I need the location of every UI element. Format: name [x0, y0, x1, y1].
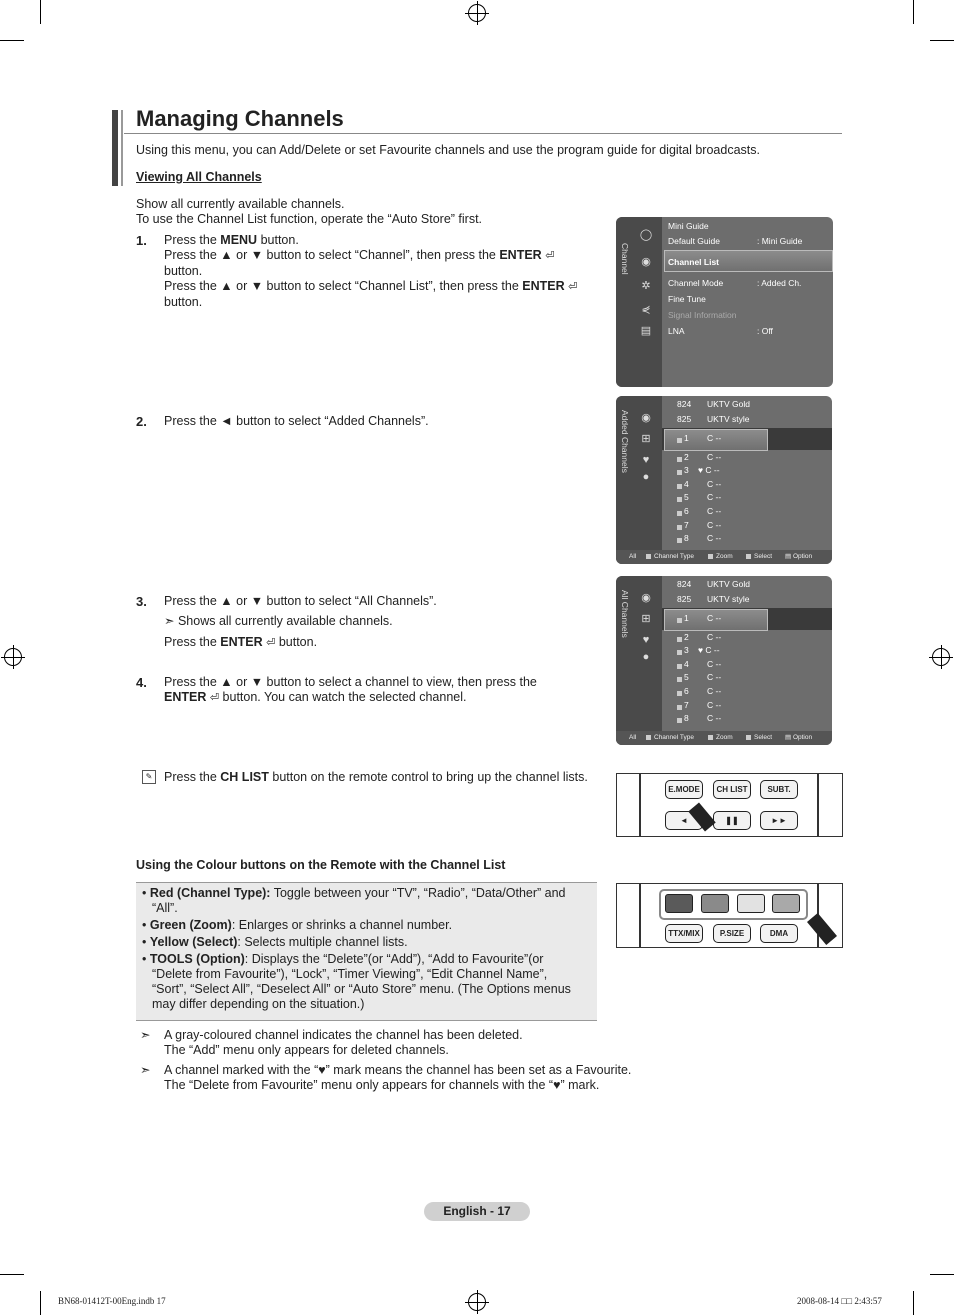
support-icon: ▤ — [640, 325, 652, 337]
checkbox-icon[interactable] — [677, 538, 682, 543]
bullet-list — [142, 886, 592, 1012]
bullet-continuation: “Delete from Favourite”), “Lock”, “Timer Viewing”, “Edit Channel Name”, — [152, 967, 548, 981]
channel-entry[interactable]: C -- — [707, 686, 722, 696]
enter-icon: ⏎ — [266, 637, 276, 649]
osd-menu-value: : Off — [757, 326, 773, 336]
favourite-icon: ♥ — [642, 634, 650, 646]
channel-name[interactable]: UKTV style — [707, 594, 750, 604]
channel-entry[interactable]: C -- — [707, 613, 722, 623]
page-number-label: English - 17 — [424, 1202, 530, 1221]
channel-number: 7 — [684, 700, 689, 710]
channel-entry[interactable]: C -- — [707, 632, 722, 642]
picture-size-button[interactable]: P.SIZE — [713, 924, 751, 943]
checkbox-icon[interactable] — [677, 664, 682, 669]
channel-icon: ◉ — [641, 256, 651, 268]
checkbox-icon[interactable] — [677, 525, 682, 530]
checkbox-icon[interactable] — [677, 438, 682, 443]
e-mode-button[interactable]: E.MODE — [665, 780, 703, 799]
green-square-icon — [708, 554, 713, 559]
crop-mark — [40, 0, 41, 24]
bullet-continuation: “Sort”, “Select All”, “Deselect All” or “Auto Store” menu. (The Options menus — [152, 982, 571, 996]
osd-menu-item-disabled: Signal Information — [668, 310, 737, 320]
channel-number: 824 — [677, 399, 692, 409]
channel-entry[interactable]: ♥ C -- — [698, 465, 720, 475]
ch-list-button[interactable]: CH LIST — [713, 780, 751, 799]
yellow-square-icon — [746, 735, 751, 740]
red-square-icon — [646, 554, 651, 559]
osd-all-channels — [616, 576, 832, 745]
bullet-continuation: “All”. — [152, 901, 178, 915]
yellow-button-hint: Select — [746, 553, 772, 560]
green-button-hint: Zoom — [708, 734, 733, 741]
note-icon: ✎ — [142, 770, 156, 784]
favourite-icon: ♥ — [642, 454, 650, 466]
channel-entry[interactable]: C -- — [707, 713, 722, 723]
checkbox-icon[interactable] — [677, 618, 682, 623]
registration-mark-icon — [932, 648, 950, 666]
remote-edge — [817, 774, 819, 836]
channel-entry[interactable]: C -- — [707, 533, 722, 543]
red-button[interactable] — [665, 894, 693, 913]
checkbox-icon[interactable] — [677, 457, 682, 462]
checkbox-icon[interactable] — [677, 470, 682, 475]
channel-number: 2 — [684, 452, 689, 462]
channel-number: 6 — [684, 686, 689, 696]
bottom-note: A gray-coloured channel indicates the channel has been deleted. The “Add” menu only appears for deleted channels. — [164, 1028, 523, 1057]
channel-entry[interactable]: C -- — [707, 492, 722, 502]
antenna-icon: ⋞ — [641, 304, 651, 316]
channel-number: 3 — [684, 645, 689, 655]
checkbox-icon[interactable] — [677, 705, 682, 710]
input-icon: ◯ — [639, 229, 653, 241]
checkbox-icon[interactable] — [677, 511, 682, 516]
osd-footer — [616, 731, 832, 745]
rewind-button[interactable]: ◄ — [665, 811, 703, 830]
added-channels-icon: ⊞ — [641, 613, 651, 625]
tools-button-hint: ▤ Option — [785, 734, 813, 741]
intro-text: Using this menu, you can Add/Delete or set Favourite channels and use the program guide for digital broadcasts. — [136, 143, 760, 157]
bullet-continuation: may differ depending on the situation.) — [152, 997, 365, 1011]
bullet-item: • Green (Zoom): Enlarges or shrinks a channel number. — [142, 918, 453, 932]
osd-menu-item-selected[interactable]: Channel List — [668, 257, 720, 267]
channel-entry[interactable]: C -- — [707, 700, 722, 710]
remote-ch-list-illustration — [616, 773, 843, 837]
step3-note: ➣ Shows all currently available channels. — [164, 614, 393, 628]
arrow-note-icon: ➣ — [164, 614, 178, 628]
crop-mark — [40, 1291, 41, 1315]
crop-mark — [0, 40, 24, 41]
red-button-hint: Channel Type — [646, 734, 694, 741]
crop-mark — [913, 0, 914, 24]
channel-entry[interactable]: C -- — [707, 452, 722, 462]
channel-name[interactable]: UKTV Gold — [707, 399, 750, 409]
channel-entry[interactable]: C -- — [707, 659, 722, 669]
osd-footer — [616, 550, 832, 564]
osd-menu-value: : Added Ch. — [757, 278, 802, 288]
channel-entry[interactable]: ♥ C -- — [698, 645, 720, 655]
fast-forward-button[interactable]: ►► — [760, 811, 798, 830]
red-button-hint: Channel Type — [646, 553, 694, 560]
channel-number: 825 — [677, 594, 692, 604]
title-divider — [124, 133, 842, 134]
remote-edge — [639, 774, 641, 836]
all-channels-icon: ◉ — [641, 412, 651, 424]
note-text: Press the CH LIST button on the remote control to bring up the channel lists. — [164, 770, 588, 784]
channel-number: 6 — [684, 506, 689, 516]
channel-entry[interactable]: C -- — [707, 520, 722, 530]
channel-entry[interactable]: C -- — [707, 506, 722, 516]
checkbox-icon[interactable] — [677, 677, 682, 682]
tools-icon: ▤ — [785, 734, 793, 741]
ttx-mix-button[interactable]: TTX/MIX — [665, 924, 703, 943]
gear-icon: ✲ — [641, 280, 651, 292]
yellow-button-hint: Select — [746, 734, 772, 741]
channel-number: 5 — [684, 492, 689, 502]
osd-menu-item[interactable]: Default Guide — [668, 236, 720, 246]
channel-number: 8 — [684, 533, 689, 543]
osd-menu-item[interactable]: Fine Tune — [668, 294, 706, 304]
step2-text: Press the ◄ button to select “Added Channels”. — [164, 414, 429, 428]
channel-number: 4 — [684, 659, 689, 669]
bullet-item: • TOOLS (Option): Displays the “Delete”(or “Add”), “Add to Favourite”(or — [142, 952, 544, 966]
green-button-hint: Zoom — [708, 553, 733, 560]
registration-mark-icon — [4, 648, 22, 666]
section-heading: Viewing All Channels — [136, 170, 262, 184]
colour-buttons-heading: Using the Colour buttons on the Remote with the Channel List — [136, 858, 506, 872]
registration-mark-icon — [468, 1293, 486, 1311]
step-number: 4. — [136, 675, 147, 690]
step1-text: Press the MENU button. Press the ▲ or ▼ button to select “Channel”, then press the ENTER ⏎ button. Press the ▲ or ▼ button to select “Channel List”, then press the ENTER ⏎ button. — [164, 233, 578, 309]
crop-mark — [913, 1291, 914, 1315]
remote-edge — [639, 884, 641, 947]
arrow-note-icon: ➣ — [140, 1028, 151, 1042]
channel-number: 8 — [684, 713, 689, 723]
subtitle-button[interactable]: SUBT. — [760, 780, 798, 799]
osd-menu-item[interactable]: LNA — [668, 326, 685, 336]
osd-menu-value: : Mini Guide — [757, 236, 803, 246]
channel-number: 4 — [684, 479, 689, 489]
channel-entry[interactable]: C -- — [707, 479, 722, 489]
channel-entry[interactable]: C -- — [707, 433, 722, 443]
bottom-note: A channel marked with the “♥” mark means the channel has been set as a Favourite. The “Delete from Favourite” menu only appears for channels with the “♥” mark. — [164, 1063, 632, 1092]
channel-number: 5 — [684, 672, 689, 682]
channel-number: 2 — [684, 632, 689, 642]
guide-icon: ● — [642, 471, 650, 483]
enter-icon: ⏎ — [568, 281, 578, 293]
checkbox-icon[interactable] — [677, 718, 682, 723]
step4-text: Press the ▲ or ▼ button to select a channel to view, then press the ENTER ⏎ button. You can watch the selected channel. — [164, 675, 537, 704]
checkbox-icon[interactable] — [677, 637, 682, 642]
registration-mark-icon — [468, 4, 486, 22]
enter-icon: ⏎ — [545, 250, 555, 262]
footer-all: All — [629, 553, 637, 560]
step-number: 1. — [136, 233, 147, 248]
channel-name[interactable]: UKTV style — [707, 414, 750, 424]
dma-button[interactable]: DMA — [760, 924, 798, 943]
title-accent-bar — [112, 110, 118, 186]
step-number: 3. — [136, 594, 147, 609]
tools-icon: ▤ — [785, 553, 793, 560]
osd-channel-menu — [616, 217, 833, 387]
crop-mark — [930, 40, 954, 41]
red-square-icon — [646, 735, 651, 740]
osd-side-label: Added Channels — [620, 410, 630, 473]
crop-mark — [0, 1274, 24, 1275]
pause-button[interactable]: ❚❚ — [713, 811, 751, 830]
added-channels-icon: ⊞ — [641, 433, 651, 445]
all-channels-icon: ◉ — [641, 592, 651, 604]
guide-icon: ● — [642, 651, 650, 663]
footer-timestamp: 2008-08-14 □□ 2:43:57 — [797, 1296, 882, 1306]
channel-number: 1 — [684, 433, 689, 443]
osd-added-channels — [616, 396, 832, 564]
osd-menu-item[interactable]: Mini Guide — [668, 221, 709, 231]
checkbox-icon[interactable] — [677, 497, 682, 502]
step3-enter: Press the ENTER ⏎ button. — [164, 635, 318, 649]
green-square-icon — [708, 735, 713, 740]
osd-menu-item[interactable]: Channel Mode — [668, 278, 724, 288]
checkbox-icon[interactable] — [677, 484, 682, 489]
pointer-hand-icon — [807, 913, 837, 945]
bullet-item: • Red (Channel Type): Toggle between your “TV”, “Radio”, “Data/Other” and — [142, 886, 566, 900]
step3-text: Press the ▲ or ▼ button to select “All Channels”. — [164, 594, 437, 608]
checkbox-icon[interactable] — [677, 650, 682, 655]
enter-icon: ⏎ — [209, 692, 220, 704]
tools-button-hint: ▤ Option — [785, 553, 813, 560]
channel-number: 824 — [677, 579, 692, 589]
blue-button[interactable] — [772, 894, 800, 913]
crop-mark — [930, 1274, 954, 1275]
step-number: 2. — [136, 414, 147, 429]
green-button[interactable] — [701, 894, 729, 913]
remote-colour-buttons-illustration — [616, 883, 843, 948]
yellow-square-icon — [746, 554, 751, 559]
osd-side-label: Channel — [620, 243, 630, 275]
checkbox-icon[interactable] — [677, 691, 682, 696]
channel-number: 1 — [684, 613, 689, 623]
bullet-item: • Yellow (Select): Selects multiple channel lists. — [142, 935, 408, 949]
yellow-button[interactable] — [737, 894, 765, 913]
channel-number: 825 — [677, 414, 692, 424]
footer-all: All — [629, 734, 637, 741]
channel-number: 7 — [684, 520, 689, 530]
title-accent-bar — [121, 110, 123, 186]
channel-number: 3 — [684, 465, 689, 475]
footer-file-name: BN68-01412T-00Eng.indb 17 — [58, 1296, 166, 1306]
arrow-note-icon: ➣ — [140, 1063, 151, 1077]
show-text: To use the Channel List function, operate the “Auto Store” first. — [136, 212, 483, 226]
show-text: Show all currently available channels. — [136, 197, 345, 211]
channel-entry[interactable]: C -- — [707, 672, 722, 682]
channel-name[interactable]: UKTV Gold — [707, 579, 750, 589]
page-title: Managing Channels — [136, 106, 344, 131]
osd-side-label: All Channels — [620, 590, 630, 638]
